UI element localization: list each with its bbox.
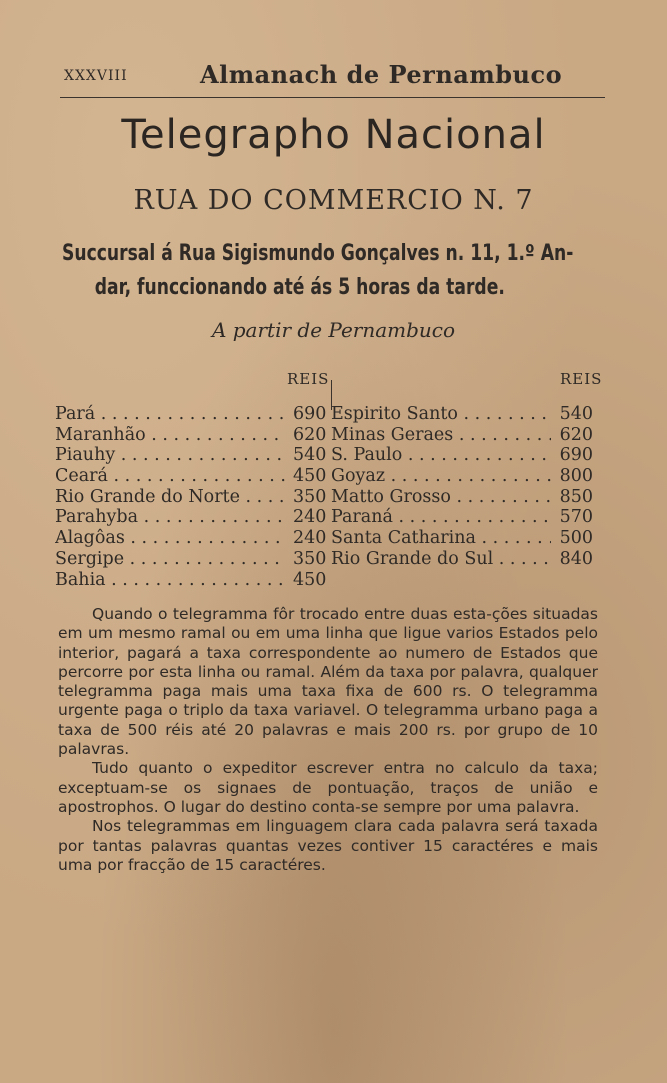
rules-paragraph: Nos telegrammas em linguagem clara cada palavra será taxada por tantas palavras quantas vezes contiver 15 caractéres e mais uma por fracção de 15 caractéres. (58, 817, 598, 874)
state-name: Paraná . . . (331, 507, 551, 528)
table-row (55, 528, 615, 549)
branch-notice-line-1: Succursal á Rua Sigismundo Gonçalves n. 11, 1.º An- (62, 241, 574, 266)
rate-value: 540 (293, 445, 327, 466)
rate-value: 450 (293, 569, 327, 590)
state-name: Maranhão . . . (55, 425, 285, 446)
almanac-title: Almanach de Pernambuco (200, 60, 563, 89)
table-row (55, 466, 615, 487)
table-row (55, 507, 615, 528)
state-name: Ceará . . . (55, 466, 285, 487)
rate-value: 540 (559, 404, 593, 424)
rate-value: 800 (559, 466, 593, 487)
state-name: Goyaz . . . (331, 466, 551, 487)
table-row (55, 487, 615, 508)
state-name: Minas Geraes . . . (331, 425, 551, 446)
state-name: Rio Grande do Norte . . . (55, 487, 285, 508)
branch-notice-line-2: dar, funccionando até ás 5 horas da tarde. (94, 275, 505, 300)
office-address: RUA DO COMMERCIO N. 7 (133, 185, 534, 216)
header-rule (60, 97, 605, 98)
page-number: XXXVIII (64, 68, 128, 84)
telegram-rules (58, 605, 598, 875)
left-column-header: REIS (287, 370, 330, 388)
state-name: Piauhy . . . (55, 445, 285, 466)
table-row (55, 404, 615, 425)
rate-value: 840 (559, 548, 593, 569)
rate-value: 850 (559, 486, 593, 507)
right-column-header: REIS (560, 370, 603, 388)
table-row (55, 570, 615, 591)
rate-value: 240 (293, 528, 327, 549)
rate-value: 570 (559, 507, 593, 528)
state-name: Rio Grande do Sul . . . (331, 549, 551, 570)
rate-value: 350 (293, 548, 327, 569)
rate-value: 500 (559, 528, 593, 549)
state-name: Matto Grosso . . . (331, 487, 551, 508)
state-name: Bahia . . . (55, 570, 285, 591)
state-name: Pará . . . (55, 404, 285, 425)
state-name: Parahyba . . . (55, 507, 285, 528)
state-name: Sergipe . . . (55, 549, 285, 570)
rate-value: 620 (559, 424, 593, 445)
running-head (60, 58, 605, 98)
origin-label: A partir de Pernambuco (211, 318, 456, 342)
rate-rows (55, 404, 615, 590)
rate-value: 690 (293, 404, 327, 424)
rate-value: 450 (293, 466, 327, 487)
page-title: Telegrapho Nacional (121, 112, 546, 158)
table-row (55, 549, 615, 570)
rate-value: 690 (559, 445, 593, 466)
state-name: Espirito Santo . . . (331, 404, 551, 425)
table-row (55, 425, 615, 446)
rules-paragraph: Quando o telegramma fôr trocado entre duas esta-ções situadas em um mesmo ramal ou em uma linha que ligue varios Estados pelo interior, pagará a taxa correspondente ao numero de Estados que percorre por esta linha ou ramal. Além da taxa por palavra, qualquer telegramma paga mais uma taxa fixa de 600 rs. O telegramma urgente paga o triplo da taxa variavel. O telegramma urbano paga a taxa de 500 réis até 20 palavras e mais 200 rs. por grupo de 10 palavras. (58, 605, 598, 759)
rules-paragraph: Tudo quanto o expeditor escrever entra no calculo da taxa; exceptuam-se os signaes de pontuação, traços de união e apostrophos. O lugar do destino conta-se sempre por uma palavra. (58, 759, 598, 816)
state-name: Santa Catharina . . . (331, 528, 551, 549)
state-name: S. Paulo . . . (331, 445, 551, 466)
rate-value: 620 (293, 424, 327, 445)
branch-notice (62, 237, 608, 305)
table-row (55, 445, 615, 466)
rate-value: 350 (293, 486, 327, 507)
state-name: Alagôas . . . (55, 528, 285, 549)
rate-value: 240 (293, 507, 327, 528)
